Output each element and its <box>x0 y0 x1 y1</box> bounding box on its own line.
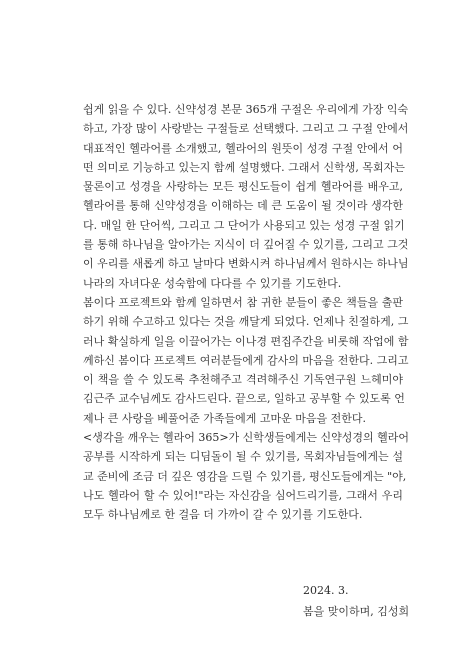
signature-date: 2024. 3. <box>303 584 349 597</box>
text-line: 떤 의미로 기능하고 있는지 함께 설명했다. 그래서 신학생, 목회자는 <box>83 160 405 174</box>
paragraph-2 <box>83 293 409 428</box>
body-text <box>83 100 410 525</box>
text-line: 러나 확실하게 일을 이끌어가는 이나경 편집주간을 비롯해 작업에 함 <box>83 334 409 348</box>
text-line: 나라의 자녀다운 성숙함에 다다를 수 있기를 기도한다. <box>83 276 342 290</box>
text-line: 하고, 가장 많이 사랑받는 구절들로 선택했다. 그리고 그 구절 안에서 <box>83 122 409 136</box>
text-line: 공부를 시작하게 되는 디딤돌이 될 수 있기를, 목회자님들에게는 설 <box>83 450 403 464</box>
text-line: 나도 헬라어 할 수 있어!"라는 자신감을 심어드리기를, 그래서 우리 <box>83 488 403 502</box>
text-line: 이 우리를 새롭게 하고 날마다 변화시켜 하나님께서 원하시는 하나님 <box>83 257 409 271</box>
text-line: 께하신 봄이다 프로젝트 여러분들에게 감사의 마음을 전한다. 그리고 <box>83 353 409 367</box>
text-line: 하기 위해 수고하고 있다는 것을 깨달게 되었다. 언제나 친절하게, 그 <box>83 315 409 329</box>
text-line: 다. 매일 한 단어씩, 그리고 그 단어가 사용되고 있는 성경 구절 읽기 <box>83 218 405 232</box>
text-line: 를 통해 하나님을 알아가는 지식이 더 깊어질 수 있기를, 그리고 그것 <box>83 238 409 252</box>
text-line: 교 준비에 조금 더 깊은 영감을 드릴 수 있기를, 평신도들에게는 "야, <box>83 469 407 483</box>
text-line: <생각을 깨우는 헬라어 365>가 신학생들에게는 신약성경의 헬라어 <box>83 431 410 445</box>
signature-block <box>303 580 409 622</box>
paragraph-3 <box>83 428 410 524</box>
paragraph-1 <box>83 100 409 293</box>
text-line: 제나 큰 사랑을 베풀어준 가족들에게 고마운 마음을 전한다. <box>83 411 366 425</box>
text-line: 모두 하나님께로 한 걸음 더 가까이 갈 수 있기를 기도한다. <box>83 508 363 522</box>
text-line: 대표적인 헬라어를 소개했고, 헬라어의 원뜻이 성경 구절 안에서 어 <box>83 141 403 155</box>
signature-closing: 봄을 맞이하며, 김성희 <box>303 605 410 618</box>
text-line: 쉽게 읽을 수 있다. 신약성경 본문 365개 구절은 우리에게 가장 익숙 <box>83 103 409 116</box>
text-line: 이 책을 쓸 수 있도록 추천해주고 격려해주신 기독연구원 느헤미야 <box>83 373 403 387</box>
text-line: 물론이고 성경을 사랑하는 모든 평신도들이 쉽게 헬라어를 배우고, <box>83 180 403 194</box>
text-line: 김근주 교수님께도 감사드린다. 끝으로, 일하고 공부할 수 있도록 언 <box>83 392 405 406</box>
text-line: 봄이다 프로젝트와 함께 일하면서 참 귀한 분들이 좋은 책들을 출판 <box>83 295 403 309</box>
text-line: 헬라어를 통해 신약성경을 이해하는 데 큰 도움이 될 것이라 생각한 <box>83 199 403 213</box>
